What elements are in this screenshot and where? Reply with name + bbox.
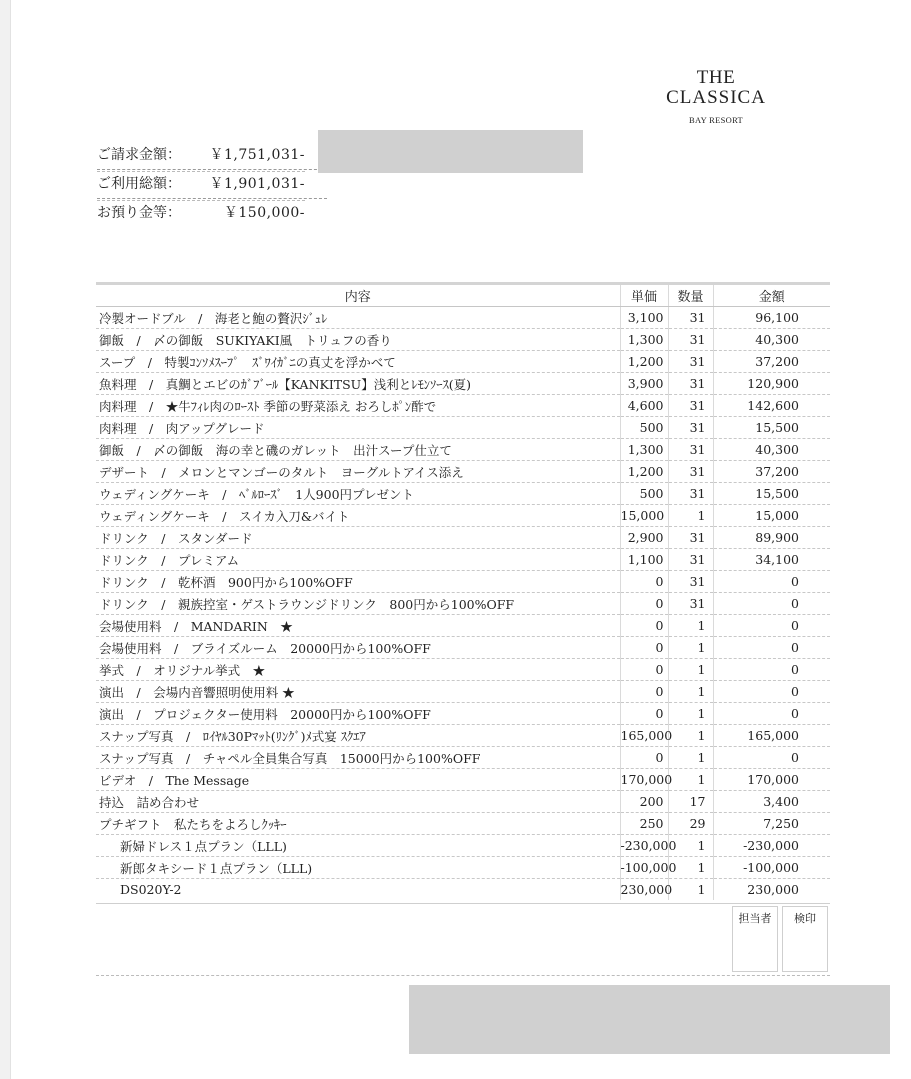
item-description: 新郎タキシード１点プラン（LLL)	[96, 857, 620, 879]
seal-box	[782, 906, 828, 972]
item-quantity: 1	[668, 505, 713, 527]
item-amount: 37,200	[713, 461, 830, 483]
item-quantity: 31	[668, 571, 713, 593]
item-unit-price: 500	[620, 417, 668, 439]
item-description: スナップ写真 / チャペル全員集合写真 15000円から100%OFF	[96, 747, 620, 769]
item-amount: 0	[713, 593, 830, 615]
item-unit-price: 0	[620, 637, 668, 659]
item-description: 冷製オードブル / 海老と鮑の贅沢ｼﾞｭﾚ	[96, 307, 620, 329]
item-unit-price: 1,200	[620, 351, 668, 373]
item-description: 挙式 / オリジナル挙式 ★	[96, 659, 620, 681]
item-amount: 89,900	[713, 527, 830, 549]
item-unit-price: 0	[620, 659, 668, 681]
item-amount: 34,100	[713, 549, 830, 571]
item-amount: 165,000	[713, 725, 830, 747]
item-unit-price: 0	[620, 681, 668, 703]
item-amount: 120,900	[713, 373, 830, 395]
table-row	[96, 659, 830, 681]
billing-amount-value: ￥1,751,031-	[209, 147, 305, 163]
item-unit-price: 4,600	[620, 395, 668, 417]
item-quantity: 31	[668, 351, 713, 373]
billing-amount-row	[97, 141, 327, 170]
table-row	[96, 725, 830, 747]
item-amount: 230,000	[713, 879, 830, 901]
total-amount-label: ご利用総額：	[97, 176, 181, 192]
item-description: スープ / 特製ｺﾝｿﾒｽｰﾌﾟ ｽﾞﾜｲｶﾞﾆの真丈を浮かべて	[96, 351, 620, 373]
item-quantity: 1	[668, 747, 713, 769]
item-quantity: 1	[668, 615, 713, 637]
item-quantity: 31	[668, 549, 713, 571]
staff-label: 担当者	[738, 912, 772, 925]
table-row	[96, 879, 830, 901]
item-unit-price: -230,000	[620, 835, 668, 857]
item-quantity: 1	[668, 835, 713, 857]
item-unit-price: 0	[620, 571, 668, 593]
item-description: ドリンク / プレミアム	[96, 549, 620, 571]
staff-box	[732, 906, 778, 972]
table-bottom-separator	[96, 903, 830, 904]
deposit-amount-label: お預り金等：	[97, 205, 181, 221]
logo-line-2: CLASSICA	[666, 87, 766, 108]
item-quantity: 1	[668, 681, 713, 703]
item-quantity: 31	[668, 461, 713, 483]
item-amount: 37,200	[713, 351, 830, 373]
item-description: ウェディングケーキ / ﾍﾞﾙﾛｰｽﾞ 1人900円プレゼント	[96, 483, 620, 505]
item-quantity: 31	[668, 395, 713, 417]
item-unit-price: 0	[620, 593, 668, 615]
item-quantity: 31	[668, 307, 713, 329]
item-amount: 15,500	[713, 483, 830, 505]
table-header-row	[96, 284, 830, 307]
item-amount: 170,000	[713, 769, 830, 791]
item-description: 御飯 / 〆の御飯 SUKIYAKI風 トリュフの香り	[96, 329, 620, 351]
table-row	[96, 571, 830, 593]
item-unit-price: 3,100	[620, 307, 668, 329]
table-row	[96, 637, 830, 659]
item-unit-price: 2,900	[620, 527, 668, 549]
item-amount: 0	[713, 637, 830, 659]
item-quantity: 31	[668, 527, 713, 549]
item-quantity: 1	[668, 659, 713, 681]
item-quantity: 1	[668, 769, 713, 791]
table-row	[96, 373, 830, 395]
item-quantity: 1	[668, 703, 713, 725]
item-unit-price: 500	[620, 483, 668, 505]
table-row	[96, 395, 830, 417]
table-row	[96, 615, 830, 637]
item-description: 御飯 / 〆の御飯 海の幸と磯のガレット 出汁スープ仕立て	[96, 439, 620, 461]
item-quantity: 1	[668, 637, 713, 659]
item-unit-price: 1,200	[620, 461, 668, 483]
seal-label: 検印	[794, 912, 816, 925]
item-quantity: 31	[668, 439, 713, 461]
invoice-items-table	[96, 282, 830, 900]
item-amount: 0	[713, 615, 830, 637]
item-unit-price: 1,100	[620, 549, 668, 571]
item-description: 肉料理 / 肉アップグレード	[96, 417, 620, 439]
item-amount: 0	[713, 681, 830, 703]
item-amount: 15,000	[713, 505, 830, 527]
table-row	[96, 505, 830, 527]
deposit-amount-value: ￥150,000-	[223, 205, 305, 221]
item-quantity: 31	[668, 373, 713, 395]
item-amount: 0	[713, 659, 830, 681]
header-description: 内容	[96, 284, 620, 307]
header-quantity: 数量	[668, 284, 713, 307]
header-amount: 金額	[713, 284, 830, 307]
footer-line	[96, 975, 830, 976]
item-description: 演出 / プロジェクター使用料 20000円から100%OFF	[96, 703, 620, 725]
table-row	[96, 461, 830, 483]
logo-subtitle: BAY RESORT	[688, 115, 744, 125]
table-row	[96, 483, 830, 505]
table-row	[96, 593, 830, 615]
table-row	[96, 681, 830, 703]
item-unit-price: 165,000	[620, 725, 668, 747]
table-row	[96, 307, 830, 329]
item-unit-price: 170,000	[620, 769, 668, 791]
table-row	[96, 527, 830, 549]
table-row	[96, 857, 830, 879]
page-edge	[0, 0, 11, 1079]
item-amount: 40,300	[713, 329, 830, 351]
item-description: ドリンク / スタンダード	[96, 527, 620, 549]
item-quantity: 31	[668, 417, 713, 439]
item-unit-price: -100,000	[620, 857, 668, 879]
item-unit-price: 15,000	[620, 505, 668, 527]
item-quantity: 17	[668, 791, 713, 813]
redacted-block-bottom	[409, 985, 890, 1054]
table-row	[96, 747, 830, 769]
table-row	[96, 417, 830, 439]
item-unit-price: 230,000	[620, 879, 668, 901]
table-row	[96, 329, 830, 351]
item-description: 新婦ドレス１点プラン（LLL)	[96, 835, 620, 857]
item-description: デザート / メロンとマンゴーのタルト ヨーグルトアイス添え	[96, 461, 620, 483]
table-row	[96, 549, 830, 571]
total-amount-value: ￥1,901,031-	[209, 176, 305, 192]
item-quantity: 1	[668, 857, 713, 879]
table-row	[96, 835, 830, 857]
amount-summary	[97, 141, 327, 227]
item-amount: 0	[713, 747, 830, 769]
item-unit-price: 3,900	[620, 373, 668, 395]
item-description: ドリンク / 親族控室・ゲストラウンジドリンク 800円から100%OFF	[96, 593, 620, 615]
item-unit-price: 200	[620, 791, 668, 813]
item-description: 演出 / 会場内音響照明使用料 ★	[96, 681, 620, 703]
item-quantity: 1	[668, 725, 713, 747]
item-quantity: 31	[668, 329, 713, 351]
deposit-amount-row	[97, 199, 327, 227]
header-unit-price: 単価	[620, 284, 668, 307]
billing-amount-label: ご請求金額：	[97, 147, 181, 163]
item-unit-price: 0	[620, 747, 668, 769]
item-unit-price: 1,300	[620, 329, 668, 351]
item-unit-price: 0	[620, 615, 668, 637]
item-description: DS020Y-2	[120, 882, 182, 897]
item-amount: -230,000	[713, 835, 830, 857]
table-row	[96, 769, 830, 791]
item-amount: 7,250	[713, 813, 830, 835]
item-amount: 3,400	[713, 791, 830, 813]
item-description: ウェディングケーキ / スイカ入刀&バイト	[96, 505, 620, 527]
item-unit-price: 0	[620, 703, 668, 725]
item-amount: 40,300	[713, 439, 830, 461]
item-description: 肉料理 / ★牛ﾌｨﾚ肉のﾛｰｽﾄ 季節の野菜添え おろしﾎﾟﾝ酢で	[96, 395, 620, 417]
item-unit-price: 250	[620, 813, 668, 835]
table-row	[96, 351, 830, 373]
table-row	[96, 813, 830, 835]
venue-logo	[655, 68, 777, 125]
table-row	[96, 791, 830, 813]
redacted-block-top	[318, 130, 583, 173]
item-unit-price: 1,300	[620, 439, 668, 461]
logo-line-1: THE	[696, 67, 736, 88]
item-quantity: 31	[668, 483, 713, 505]
item-description: ドリンク / 乾杯酒 900円から100%OFF	[96, 571, 620, 593]
item-amount: -100,000	[713, 857, 830, 879]
item-description: 魚料理 / 真鯛とエビのｶﾞﾌﾞｰﾙ【KANKITSU】浅利とﾚﾓﾝｿｰｽ(夏)	[96, 373, 620, 395]
item-description: 会場使用料 / MANDARIN ★	[96, 615, 620, 637]
total-amount-row	[97, 170, 327, 199]
item-description: スナップ写真 / ﾛｲﾔﾙ30Pﾏｯﾄ(ﾘﾝｸﾞ)ﾒ式宴 ｽｸｴｱ	[96, 725, 620, 747]
item-amount: 15,500	[713, 417, 830, 439]
item-description: 持込 詰め合わせ	[96, 791, 620, 813]
item-amount: 142,600	[713, 395, 830, 417]
table-row	[96, 703, 830, 725]
item-amount: 96,100	[713, 307, 830, 329]
item-quantity: 31	[668, 593, 713, 615]
item-quantity: 29	[668, 813, 713, 835]
item-description: 会場使用料 / ブライズルーム 20000円から100%OFF	[96, 637, 620, 659]
table-row	[96, 439, 830, 461]
item-amount: 0	[713, 703, 830, 725]
item-amount: 0	[713, 571, 830, 593]
item-description: ビデオ / The Message	[96, 769, 620, 791]
item-quantity: 1	[668, 879, 713, 901]
item-description: プチギフト 私たちをよろしｸｯｷｰ	[96, 813, 620, 835]
